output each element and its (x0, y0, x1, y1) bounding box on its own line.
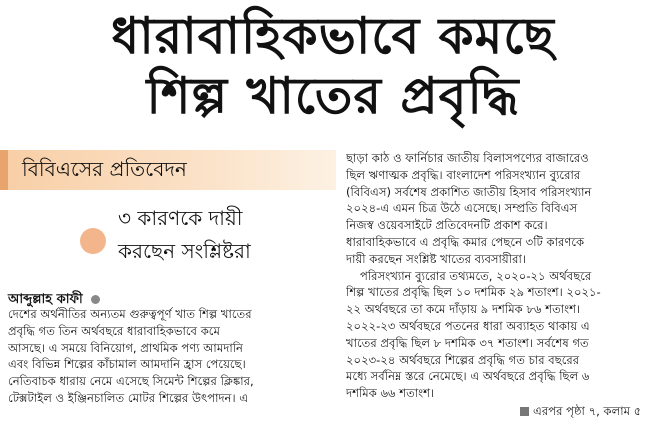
body-line: মধ্যে সর্বনিম্ন স্তরে নেমেছে। এ অর্থবছরে প্রবৃদ্ধি ছিল ৬ (346, 369, 590, 384)
body-line: দেশের অর্থনীতির অন্যতম গুরুত্বপূর্ণ খাত শিল্প খাতের (8, 307, 252, 321)
body-right-column (346, 150, 660, 402)
subhead (118, 202, 251, 268)
body-line: ২০২৩-২৪ অর্থবছরে শিল্পের প্রবৃদ্ধি গত চার বছরের (346, 352, 580, 367)
byline-text: আব্দুল্লাহ কাফী (8, 292, 83, 307)
body-line: ছিল ঋণাত্মক প্রবৃদ্ধি। বাংলাদেশ পরিসংখ্যান ব্যুরোর (346, 167, 581, 182)
headline-line-2: শিল্প খাতের প্রবৃদ্ধি (146, 67, 520, 125)
body-line: ধারাবাহিকভাবে এ প্রবৃদ্ধি কমার পেছনে ৩টি কারণকে (346, 234, 585, 249)
headline-line-1: ধারাবাহিকভাবে কমছে (111, 7, 555, 65)
kicker-banner (0, 150, 336, 190)
body-line: খাতের প্রবৃদ্ধি ছিল ৮ দশমিক ৩৭ শতাংশ। সর্বশেষ গত (346, 335, 589, 350)
body-line: ২০২২-২৩ অর্থবছরে পতনের ধারা অব্যাহত থাকায় এ (346, 318, 590, 333)
body-line: টেক্সটাইল ও ইঞ্জিনচালিত মোটর শিল্পের উৎপাদন। এ (8, 390, 249, 405)
square-bullet-icon (520, 407, 529, 416)
body-line: দশমিক ৬৬ শতাংশ। (346, 386, 435, 401)
body-line: পরিসংখ্যান ব্যুরোর তথ্যমতে, ২০২০-২১ অর্থবছরে (360, 268, 592, 283)
body-line: (বিবিএস) সর্বশেষ প্রকাশিত জাতীয় হিসাব পরিসংখ্যান (346, 184, 592, 199)
kicker-text: বিবিএসের প্রতিবেদন (22, 157, 187, 181)
subhead-line-2: করছেন সংশ্লিষ্টরা (118, 239, 251, 263)
bullet-icon (91, 295, 100, 304)
subhead-block (0, 198, 336, 283)
left-column (0, 150, 336, 283)
body-line: নেতিবাচক ধারায় নেমে এসেছে সিমেন্ট শিল্পের ক্লিঙ্কার, (8, 374, 254, 389)
body-line: ছাড়া কাঠ ও ফার্নিচার জাতীয় বিলাসপণ্যের বাজারেও (346, 151, 589, 165)
body-line: শিল্প খাতের প্রবৃদ্ধি ছিল ১০ দশমিক ২৯ শতাংশ। ২০২১- (346, 285, 601, 300)
body-left-column (8, 306, 336, 407)
body-line: ২২ অর্থবছরে তা কমে দাঁড়ায় ৯ দশমিক ৮৬ শতাংশ। (346, 302, 581, 317)
continued-note (520, 403, 641, 419)
body-line: নিজস্ব ওয়েবসাইটে প্রতিবেদনটি প্রকাশ করে। (346, 218, 548, 233)
body-line: আসছে। এ সময়ে বিনিয়োগ, প্রাথমিক পণ্য আমদানি (8, 340, 243, 355)
circle-icon (80, 228, 106, 254)
body-line: ২০২৪-এ এমন চিত্র উঠে এসেছে। সম্প্রতি বিবিএস (346, 201, 578, 216)
body-line: দায়ী করছেন সংশ্লিষ্ট খাতের ব্যবসায়ীরা। (346, 251, 526, 266)
headline (0, 6, 666, 126)
body-line: প্রবৃদ্ধি গত তিন অর্থবছরে ধারাবাহিকভাবে কমে (8, 323, 220, 338)
continued-text: এরপর পৃষ্ঠা ৭, কলাম ৫ (533, 404, 642, 418)
body-line: এবং বিভিন্ন শিল্পের কাঁচামাল আমদানি হ্রাস পেয়েছে। (8, 357, 246, 372)
subhead-line-1: ৩ কারণকে দায়ী (118, 206, 243, 230)
